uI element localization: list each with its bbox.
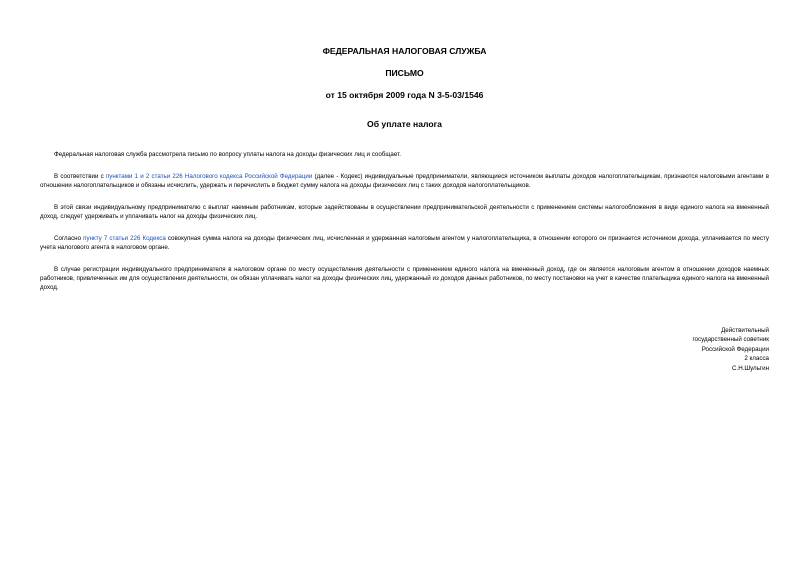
paragraph-2	[40, 172, 769, 190]
document-body	[40, 150, 769, 292]
document-type-heading: ПИСЬМО	[385, 68, 424, 78]
paragraph-4-text-start: Согласно	[54, 235, 84, 242]
paragraph-4-text-end: совокупная сумма налога на доходы физических лиц, исчисленная и удержанная налоговым агентом у налогоплательщика, в отношении которого он признается источником дохода, уплачивается по месту учета налогового агента в налоговом органе.	[40, 235, 769, 251]
document-date-number: от 15 октября 2009 года N 3-5-03/1546	[325, 90, 484, 100]
paragraph-3: В этой связи индивидуальному предпринимателю с выплат наемным работникам, которые задействованы в осуществлении предпринимательской деятельности с применением системы налогообложения в виде единого налога на вмененный доход, следует удерживать и уплачивать налог на доходы физических лиц.	[40, 204, 769, 220]
paragraph-5: В случае регистрации индивидуального предпринимателя в налоговом органе по месту осуществления деятельности с применением единого налога на вмененный доход, где он является налоговым агентом в отношении доходов наемных работников, привлеченных им для осуществления деятельности, он обязан уплачивать налог на доходы физических лиц, удержанный из доходов данных работников, по месту постановки на учет в качестве плательщика единого налога на вмененный доход.	[40, 266, 769, 291]
signature-block	[692, 326, 769, 373]
signatory-name: С.Н.Шульгин	[732, 364, 769, 372]
paragraph-2-text-end: (далее - Кодекс) индивидуальные предприниматели, являющиеся источником выплаты доходов налогоплательщикам, признаются налоговыми агентами в отношении налогоплательщиков и обязаны исчислить, удержать и перечислить в бюджет сумму налога на доходы физических лиц с таких доходов налогоплательщиков.	[40, 173, 769, 189]
signature-rank-line-1: Действительный	[721, 327, 769, 334]
signature-rank-line-2: государственный советник	[692, 336, 769, 344]
signature-rank-line-3: Российской Федерации	[701, 345, 769, 353]
document-subject: Об уплате налога	[367, 119, 442, 129]
tax-code-articles-link[interactable]: пунктами 1 и 2 статьи 226 Налогового кодекса Российской Федерации	[105, 173, 313, 180]
paragraph-2-text-start: В соответствии с	[54, 173, 106, 180]
signature-rank-line-4: 2 класса	[744, 355, 769, 363]
paragraph-1: Федеральная налоговая служба рассмотрела письмо по вопросу уплаты налога на доходы физических лиц и сообщает.	[54, 151, 401, 158]
paragraph-4	[40, 234, 769, 252]
agency-heading: ФЕДЕРАЛЬНАЯ НАЛОГОВАЯ СЛУЖБА	[322, 46, 487, 56]
code-article-link[interactable]: пункту 7 статьи 226 Кодекса	[83, 235, 166, 242]
